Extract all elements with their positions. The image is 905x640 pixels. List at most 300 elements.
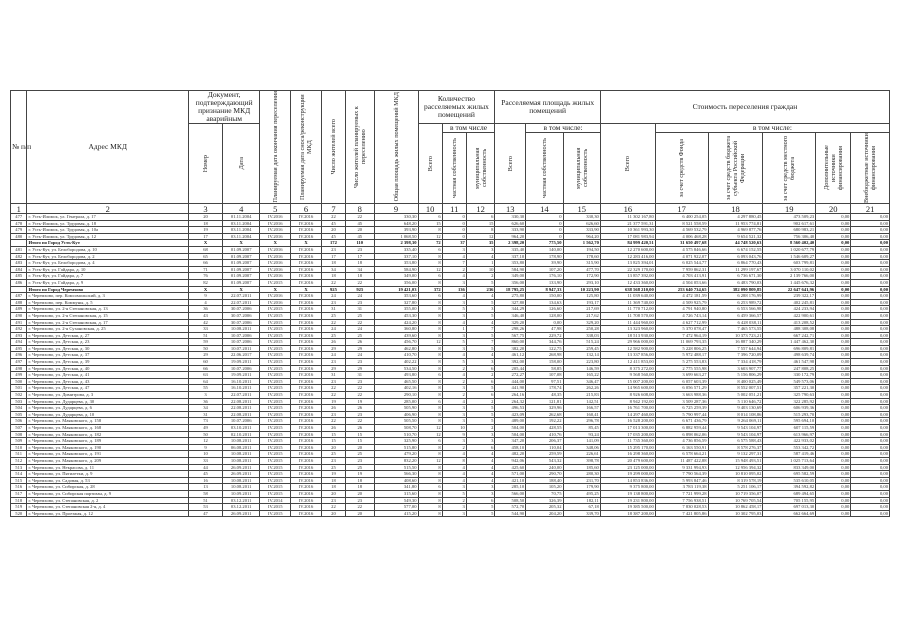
table-row bbox=[11, 233, 890, 240]
table-row bbox=[11, 484, 890, 491]
table-cell: 7 959 862,31 bbox=[655, 266, 708, 273]
table-cell: 7 557 644,94 bbox=[708, 345, 763, 352]
table-cell: 0,00 bbox=[851, 398, 890, 405]
col-residents: Число жителей всего bbox=[329, 119, 337, 175]
table-cell: IV.2016 bbox=[260, 293, 291, 300]
table-row bbox=[11, 490, 890, 497]
table-cell: 534,50 bbox=[374, 365, 418, 372]
table-cell: IV.2016 bbox=[291, 227, 322, 234]
table-cell: г. Черемхово, ул. Детская, д. 39 bbox=[27, 359, 189, 366]
table-cell: 3 070 110,02 bbox=[763, 266, 816, 273]
table-cell: 29 bbox=[321, 345, 345, 352]
table-cell: 465,50 bbox=[374, 378, 418, 385]
table-cell: 3 bbox=[442, 332, 466, 339]
table-cell: IV.2016 bbox=[291, 457, 322, 464]
table-cell: 584,90 bbox=[374, 266, 418, 273]
table-cell: 13 857 392,00 bbox=[600, 273, 655, 280]
table-cell: 584,90 bbox=[495, 266, 526, 273]
table-cell: 8 552 007,51 bbox=[708, 385, 763, 392]
table-cell: 394 592,82 bbox=[763, 484, 816, 491]
table-row bbox=[11, 246, 890, 253]
table-cell: г. Черемхово, ул. 2-я Степановская, д. 17 bbox=[27, 319, 189, 326]
table-cell: 18 387 200,00 bbox=[600, 510, 655, 517]
table-cell: X bbox=[223, 240, 260, 247]
col-residents-planned: Число жителей планируемых к переселению bbox=[352, 106, 367, 188]
table-cell: 8 bbox=[466, 227, 495, 234]
table-cell: 36 bbox=[188, 398, 222, 405]
table-cell: 2 398,20 bbox=[495, 240, 526, 247]
table-cell: 4 504 053,66 bbox=[655, 279, 708, 286]
table-cell: 8 bbox=[418, 260, 442, 267]
table-cell: 0,00 bbox=[816, 326, 851, 333]
table-row bbox=[11, 352, 890, 359]
table-cell: 0,00 bbox=[816, 286, 851, 293]
table-cell: 10 810 095,02 bbox=[708, 471, 763, 478]
table-cell: 413 208,52 bbox=[763, 319, 816, 326]
table-cell: 571,00 bbox=[495, 471, 526, 478]
table-cell: 8 bbox=[418, 227, 442, 234]
table-cell: 0,00 bbox=[816, 312, 851, 319]
table-cell: 832,20 bbox=[374, 457, 418, 464]
table-cell bbox=[11, 286, 27, 293]
table-cell: 280,30 bbox=[563, 471, 600, 478]
table-cell: 4 bbox=[442, 398, 466, 405]
table-cell: 18 bbox=[188, 220, 222, 227]
table-cell: 508 bbox=[11, 431, 27, 438]
table-cell: 2 775 555,98 bbox=[655, 365, 708, 372]
table-cell: 15 295 170,00 bbox=[600, 444, 655, 451]
table-cell: 0,00 bbox=[816, 477, 851, 484]
table-cell: 58,85 bbox=[526, 365, 563, 372]
table-cell: 490 bbox=[11, 312, 27, 319]
table-row bbox=[11, 431, 890, 438]
table-cell: 8 bbox=[418, 378, 442, 385]
table-cell: 23 bbox=[346, 411, 375, 418]
table-cell: 543,32 bbox=[526, 457, 563, 464]
table-cell: 10.07.2011 bbox=[223, 345, 260, 352]
table-cell: 206,37 bbox=[526, 438, 563, 445]
column-number: 14 bbox=[526, 204, 563, 214]
table-cell: 335,40 bbox=[495, 246, 526, 253]
table-cell: 0,00 bbox=[816, 425, 851, 432]
table-cell: 337,10 bbox=[495, 253, 526, 260]
table-cell: 22 bbox=[346, 319, 375, 326]
table-cell: 19.09.2011 bbox=[223, 372, 260, 379]
table-cell: 5 370 078,47 bbox=[655, 326, 708, 333]
table-cell: 30.07.2006 bbox=[223, 319, 260, 326]
table-row bbox=[11, 293, 890, 300]
table-cell: 510 bbox=[11, 444, 27, 451]
table-cell: 322 285,92 bbox=[763, 398, 816, 405]
table-cell: 6 553 566,98 bbox=[708, 306, 763, 313]
col-qty-total: Всего bbox=[426, 155, 434, 172]
table-cell: 0 bbox=[526, 233, 563, 240]
table-cell: 6 bbox=[418, 484, 442, 491]
table-cell: 49 bbox=[188, 425, 222, 432]
table-cell: IV.2016 bbox=[291, 438, 322, 445]
column-number: 11 bbox=[442, 204, 466, 214]
table-cell: 6 bbox=[418, 372, 442, 379]
table-cell: 6 056 571,29 bbox=[655, 385, 708, 392]
table-cell: 606 939,36 bbox=[763, 405, 816, 412]
table-cell: 22 bbox=[321, 392, 345, 399]
table-cell: г. Черемхово, ул. Детская, д. 30 bbox=[27, 345, 189, 352]
column-number: 10 bbox=[418, 204, 442, 214]
table-cell: 5 bbox=[442, 490, 466, 497]
table-cell: 3 bbox=[442, 484, 466, 491]
table-cell: IV.2016 bbox=[260, 273, 291, 280]
table-cell: 29 bbox=[321, 365, 345, 372]
col-area-private: частная собственность bbox=[540, 138, 548, 198]
table-cell: 182,11 bbox=[563, 497, 600, 504]
table-container bbox=[10, 90, 890, 517]
table-cell: 480 bbox=[11, 233, 27, 240]
table-cell: IV.2016 bbox=[260, 253, 291, 260]
table-cell: 626,60 bbox=[495, 220, 526, 227]
table-cell: г. Черемхово, ул. Детская, д. 40 bbox=[27, 365, 189, 372]
table-cell: 330 172,79 bbox=[763, 372, 816, 379]
table-cell: 12 bbox=[466, 233, 495, 240]
table-cell: 298,26 bbox=[495, 326, 526, 333]
table-cell: IV.2016 bbox=[291, 464, 322, 471]
col-qty-private: частная собственность bbox=[450, 138, 458, 198]
table-cell: 626,60 bbox=[563, 220, 600, 227]
table-cell: 9 568 560,00 bbox=[600, 372, 655, 379]
table-cell: 4 bbox=[442, 451, 466, 458]
table-cell: 34 bbox=[188, 405, 222, 412]
table-cell: 36 bbox=[188, 306, 222, 313]
table-cell: 25 bbox=[321, 312, 345, 319]
table-cell: 330,30 bbox=[374, 214, 418, 221]
table-cell: 10.08.2011 bbox=[223, 477, 260, 484]
table-cell: 2 bbox=[466, 398, 495, 405]
table-cell: 226,61 bbox=[563, 451, 600, 458]
table-cell: 0,00 bbox=[851, 359, 890, 366]
table-cell: 3 bbox=[442, 385, 466, 392]
table-cell: 0,00 bbox=[851, 372, 890, 379]
table-cell: 662 664,69 bbox=[763, 510, 816, 517]
table-cell: 6 bbox=[418, 398, 442, 405]
column-number: 16 bbox=[600, 204, 655, 214]
table-cell: 26 bbox=[346, 405, 375, 412]
column-number: 8 bbox=[346, 204, 375, 214]
table-cell: 23 bbox=[346, 457, 375, 464]
table-cell: 150,00 bbox=[526, 293, 563, 300]
table-cell: 10 361 993,30 bbox=[600, 227, 655, 234]
table-cell: IV.2015 bbox=[260, 306, 291, 313]
table-cell: 16 887 340,29 bbox=[708, 339, 763, 346]
table-cell: 26 bbox=[321, 339, 345, 346]
table-cell: 0,00 bbox=[816, 220, 851, 227]
table-cell: 250,28 bbox=[563, 326, 600, 333]
table-cell: 8 bbox=[418, 464, 442, 471]
table-cell: 22.07.2011 bbox=[223, 293, 260, 300]
table-cell: 6 bbox=[466, 378, 495, 385]
table-cell: X bbox=[260, 240, 291, 247]
table-cell: 178,60 bbox=[563, 253, 600, 260]
table-cell: 23 bbox=[321, 359, 345, 366]
table-cell: IV.2016 bbox=[260, 233, 291, 240]
table-cell: 0,00 bbox=[816, 431, 851, 438]
table-cell: 2 bbox=[442, 392, 466, 399]
table-cell: 11 444 960,00 bbox=[600, 319, 655, 326]
table-cell: 66 bbox=[188, 365, 222, 372]
table-cell: 0 bbox=[442, 214, 466, 221]
table-cell: 19 bbox=[188, 227, 222, 234]
table-cell: 10 719 356,07 bbox=[708, 490, 763, 497]
table-cell: г. Усть-Кут, ул. Гайдара, д. 7 bbox=[27, 273, 189, 280]
table-cell: 0,00 bbox=[851, 477, 890, 484]
table-cell: 3 bbox=[466, 246, 495, 253]
table-cell: 63 bbox=[188, 372, 222, 379]
table-cell: 22.07.2011 bbox=[223, 299, 260, 306]
table-cell: 0,00 bbox=[816, 339, 851, 346]
table-cell: 19 421,03 bbox=[374, 286, 418, 293]
table-cell: 146,59 bbox=[563, 365, 600, 372]
table-cell: 01.09.2007 bbox=[223, 279, 260, 286]
table-cell: 8 bbox=[418, 385, 442, 392]
table-cell: 285,10 bbox=[495, 484, 526, 491]
table-cell: 23 bbox=[346, 497, 375, 504]
table-cell: 0,00 bbox=[851, 312, 890, 319]
table-cell: 8 578 276,37 bbox=[708, 444, 763, 451]
table-cell: 188,40 bbox=[526, 477, 563, 484]
table-cell: 9 bbox=[188, 444, 222, 451]
table-cell: 236 bbox=[466, 286, 495, 293]
table-cell: IV.2016 bbox=[291, 266, 322, 273]
table-cell: 0,00 bbox=[816, 398, 851, 405]
table-cell: 272,27 bbox=[495, 372, 526, 379]
table-cell: IV.2015 bbox=[260, 477, 291, 484]
table-cell: 133,90 bbox=[526, 279, 563, 286]
table-cell: 47 bbox=[188, 510, 222, 517]
table-cell: 33 bbox=[188, 457, 222, 464]
table-cell: 8 bbox=[418, 352, 442, 359]
table-cell: 31 bbox=[346, 372, 375, 379]
table-cell: 12 bbox=[188, 438, 222, 445]
table-cell: 0,00 bbox=[816, 359, 851, 366]
table-cell: 15 bbox=[346, 438, 375, 445]
table-cell: 6 725 259,39 bbox=[655, 405, 708, 412]
table-cell: 7 bbox=[466, 326, 495, 333]
column-number: 6 bbox=[291, 204, 322, 214]
table-cell: 499 bbox=[11, 372, 27, 379]
table-row bbox=[11, 405, 890, 412]
table-cell: г. Черемхово, ул. Детская, д. 23 bbox=[27, 339, 189, 346]
table-cell: 22.07.2011 bbox=[223, 392, 260, 399]
table-cell: 22 bbox=[346, 418, 375, 425]
table-cell: IV.2016 bbox=[291, 385, 322, 392]
table-cell: 262,26 bbox=[563, 385, 600, 392]
table-row bbox=[11, 365, 890, 372]
table-cell: 50 bbox=[188, 431, 222, 438]
table-cell: IV.2016 bbox=[291, 352, 322, 359]
table-row bbox=[11, 457, 890, 464]
table-cell: IV.2016 bbox=[291, 293, 322, 300]
table-cell: 415,20 bbox=[374, 510, 418, 517]
col-demolish-date: Планируемая дата сноса/реконструкции МКД bbox=[298, 94, 313, 200]
table-cell: 339,70 bbox=[563, 510, 600, 517]
table-cell: 329,96 bbox=[526, 405, 563, 412]
table-cell: 16.10.2011 bbox=[223, 385, 260, 392]
table-cell: 356,00 bbox=[495, 279, 526, 286]
table-cell: 453,30 bbox=[374, 312, 418, 319]
table-cell: IV.2016 bbox=[291, 431, 322, 438]
table-cell: 5 bbox=[442, 359, 466, 366]
table-cell: 84 999 420,51 bbox=[600, 240, 655, 247]
table-cell: 6 bbox=[418, 214, 442, 221]
table-cell: 4 bbox=[188, 299, 222, 306]
table-cell: 696 809,81 bbox=[763, 345, 816, 352]
table-cell: 25 bbox=[321, 332, 345, 339]
table-cell: IV.2015 bbox=[260, 279, 291, 286]
table-cell: IV.2015 bbox=[260, 464, 291, 471]
table-cell: IV.2015 bbox=[260, 431, 291, 438]
table-cell: 572,70 bbox=[495, 504, 526, 511]
table-cell: 5 275 553,83 bbox=[655, 359, 708, 366]
table-cell: 11 487 422,88 bbox=[655, 457, 708, 464]
table-cell: 422 900,61 bbox=[763, 312, 816, 319]
table-cell: 3 509 287,36 bbox=[655, 398, 708, 405]
table-cell: 26 bbox=[346, 425, 375, 432]
table-cell: 20 bbox=[321, 510, 345, 517]
table-cell: 6 bbox=[466, 444, 495, 451]
table-cell: 10 bbox=[466, 266, 495, 273]
table-cell: 520 bbox=[11, 510, 27, 517]
table-row bbox=[11, 398, 890, 405]
column-number: 3 bbox=[188, 204, 222, 214]
table-cell: 5 110 646,72 bbox=[708, 398, 763, 405]
table-cell: 107,20 bbox=[526, 266, 563, 273]
table-cell: 7 756 938,51 bbox=[655, 497, 708, 504]
table-cell: 223,80 bbox=[563, 359, 600, 366]
table-cell: 0,00 bbox=[816, 233, 851, 240]
table-cell: IV.2015 bbox=[260, 411, 291, 418]
table-cell: IV.2016 bbox=[291, 260, 322, 267]
table-cell: 2 bbox=[466, 425, 495, 432]
table-cell: 65 bbox=[188, 253, 222, 260]
table-cell: 333,90 bbox=[495, 227, 526, 234]
table-cell: 3 663 988,36 bbox=[655, 392, 708, 399]
table-cell: 495,25 bbox=[563, 490, 600, 497]
table-cell: 4 bbox=[442, 253, 466, 260]
table-cell: 23 bbox=[321, 299, 345, 306]
subtotal-row bbox=[11, 240, 890, 247]
table-cell: 3 bbox=[442, 312, 466, 319]
table-row bbox=[11, 214, 890, 221]
table-cell: IV.2016 bbox=[291, 306, 322, 313]
table-cell: IV.2016 bbox=[260, 246, 291, 253]
table-cell: IV.2015 bbox=[260, 510, 291, 517]
table-cell: 18 bbox=[321, 273, 345, 280]
table-cell: 6 bbox=[418, 438, 442, 445]
table-cell: 382,20 bbox=[495, 345, 526, 352]
table-cell: IV.2015 bbox=[260, 378, 291, 385]
table-cell: 160,41 bbox=[563, 411, 600, 418]
table-cell: 964,20 bbox=[563, 233, 600, 240]
table-cell: 71 bbox=[188, 266, 222, 273]
table-cell: 3 bbox=[442, 510, 466, 517]
table-cell: 6 400 254,05 bbox=[655, 214, 708, 221]
table-cell: 253 640 734,65 bbox=[655, 286, 708, 293]
table-cell: 344,76 bbox=[526, 339, 563, 346]
table-cell: 01.09.2007 bbox=[223, 253, 260, 260]
table-cell: 493 bbox=[11, 332, 27, 339]
table-cell: 0,00 bbox=[851, 431, 890, 438]
table-cell: 204,20 bbox=[526, 510, 563, 517]
table-cell: 01.11.2004 bbox=[223, 214, 260, 221]
col-doc-date: Дата bbox=[237, 157, 245, 170]
table-cell: 01.09.2007 bbox=[223, 246, 260, 253]
table-cell: 26 bbox=[321, 405, 345, 412]
table-cell: 8 bbox=[418, 477, 442, 484]
table-cell: 17 bbox=[346, 253, 375, 260]
table-cell: 128,00 bbox=[526, 312, 563, 319]
table-cell: IV.2016 bbox=[291, 253, 322, 260]
table-cell: 16 528 200,00 bbox=[600, 418, 655, 425]
table-cell: 10.07.2006 bbox=[223, 332, 260, 339]
table-cell: 485 bbox=[11, 273, 27, 280]
table-cell: 217,69 bbox=[563, 306, 600, 313]
col-qty-group: Количество расселяемых жилых помещений bbox=[418, 91, 495, 124]
table-cell: 498 bbox=[11, 365, 27, 372]
table-cell: 16.10.2011 bbox=[223, 378, 260, 385]
table-cell: 0,00 bbox=[816, 273, 851, 280]
table-cell: 285,00 bbox=[374, 398, 418, 405]
table-cell: 18 513 930,00 bbox=[600, 332, 655, 339]
table-cell: 6 898 062,06 bbox=[655, 431, 708, 438]
table-cell: 439,60 bbox=[374, 332, 418, 339]
table-cell: 22 bbox=[346, 214, 375, 221]
table-cell: 15 bbox=[321, 431, 345, 438]
table-cell: 10 373 723,21 bbox=[708, 332, 763, 339]
table-cell: 506 bbox=[11, 418, 27, 425]
table-cell: IV.2016 bbox=[291, 405, 322, 412]
table-cell: 353,80 bbox=[374, 260, 418, 267]
table-cell: IV.2016 bbox=[260, 266, 291, 273]
table-cell: 82 bbox=[188, 279, 222, 286]
table-cell: 23 bbox=[346, 299, 375, 306]
table-cell: 16 bbox=[188, 477, 222, 484]
table-cell: 487 bbox=[11, 293, 27, 300]
table-cell: 10.09.2011 bbox=[223, 490, 260, 497]
table-cell: 12 bbox=[418, 233, 442, 240]
table-cell: IV.2015 bbox=[260, 319, 291, 326]
table-cell: 0,00 bbox=[851, 451, 890, 458]
table-cell: IV.2015 bbox=[260, 398, 291, 405]
table-cell: г. Усть-Илимск, ул. Трудовая, д. 10а bbox=[27, 227, 189, 234]
table-cell: 0,00 bbox=[851, 227, 890, 234]
table-cell: 03.10.2011 bbox=[223, 425, 260, 432]
table-cell: 4 bbox=[442, 477, 466, 484]
table-cell: 500 bbox=[11, 378, 27, 385]
table-cell: 4 bbox=[466, 352, 495, 359]
table-row bbox=[11, 444, 890, 451]
table-cell: 335,40 bbox=[374, 246, 418, 253]
table-cell: 4 297 880,45 bbox=[708, 214, 763, 221]
table-cell: 60 bbox=[188, 359, 222, 366]
table-cell: 22 bbox=[346, 385, 375, 392]
table-cell: 2 bbox=[442, 444, 466, 451]
table-cell: 72 bbox=[418, 240, 442, 247]
table-cell: 73 bbox=[188, 418, 222, 425]
table-cell: 23 bbox=[346, 378, 375, 385]
table-cell: 25 bbox=[321, 451, 345, 458]
table-cell: 0 bbox=[526, 220, 563, 227]
table-cell: 3 bbox=[442, 299, 466, 306]
table-cell: 205,32 bbox=[526, 504, 563, 511]
table-cell: 422 933,02 bbox=[763, 438, 816, 445]
